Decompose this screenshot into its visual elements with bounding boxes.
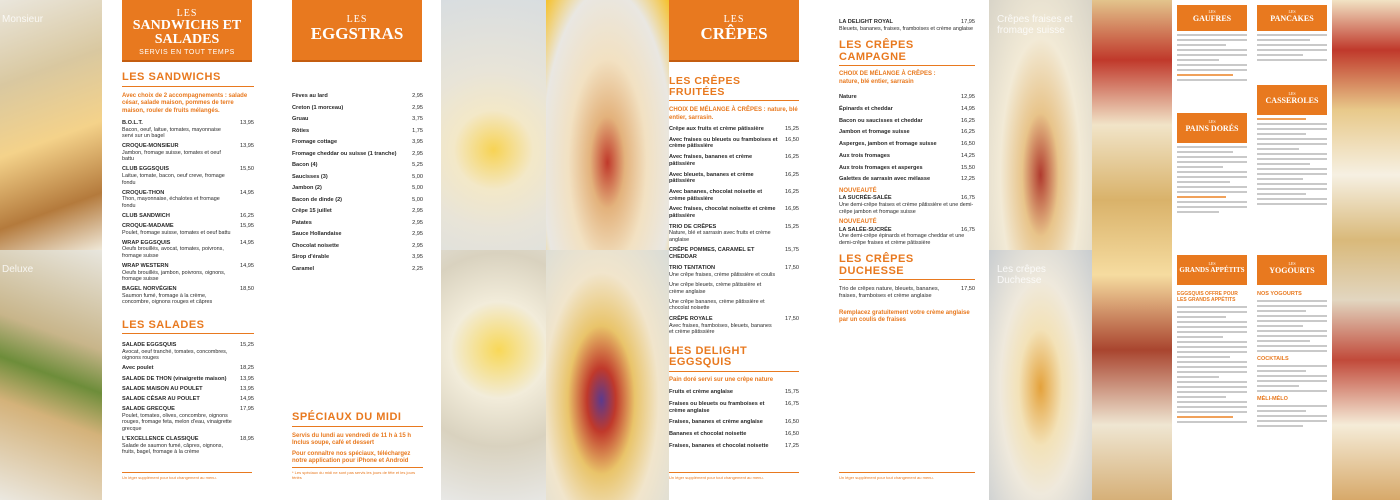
item-name: CRÊPE ROYALE [669,315,713,322]
item-name: CROQUE-THON [122,189,165,196]
item-price: 16,50 [785,419,799,426]
panel-eggstras [272,0,441,500]
section-note: nature, blé entier, sarrasin [839,78,914,85]
item-price: 2,95 [412,219,423,226]
item-name: WRAP WESTERN [122,262,169,269]
menu-item [292,254,423,261]
item-price: 15,25 [785,126,799,133]
campagne-list [839,94,975,183]
item-price: 13,95 [240,143,254,150]
menu-item [669,401,799,414]
item-name: Avec fraises ou bleuets ou framboises et crème pâtissière [669,136,778,150]
item-name: Bananes et chocolat noisette [669,431,747,438]
item-price: 16,50 [961,141,975,148]
footer-note: * Les spéciaux du midi ne sont pas servis les jours de fête et les jours fériés [292,467,423,480]
item-price: 12,95 [961,94,975,101]
item-price: 14,95 [240,239,254,246]
duchesse-note: Remplacez gratuitement votre crème anglaise par un coulis de fraises [839,309,970,324]
menu-item [839,176,975,183]
thumb-banner-title: PAINS DORÉS [1185,124,1239,133]
item-name: Fromage cheddar ou suisse (1 tranche) [292,150,397,157]
menu-item [122,190,254,210]
thumb-banner-title: GAUFRES [1192,14,1232,23]
delight-list [669,389,799,449]
item-price: 18,25 [240,365,254,372]
item-price: 16,95 [785,206,799,213]
banner-small: LES [723,14,745,25]
thumb-banner-small: LES [1208,119,1216,124]
menu-item [839,227,975,234]
section-title: LES SANDWICHS [122,72,254,87]
section-title: SPÉCIAUX DU MIDI [292,412,423,427]
item-desc: Laitue, tomate, bacon, oeuf creve, fromage fondu [122,173,225,186]
menu-item [292,266,423,273]
item-desc: Une crêpe bananes, crème pâtissière et chocolat noisette [669,299,765,312]
thumb-yogourts [1252,250,1332,500]
menu-item [292,174,423,181]
thumb-banner-title: PANCAKES [1270,14,1314,23]
thumb-banner [1257,85,1327,115]
footer-note: Un léger supplément pour tout changement au menu. [122,472,252,480]
item-price: 2,95 [412,150,423,157]
thumb-grands-appetits [1172,250,1252,500]
item-name: Fromage cottage [292,139,338,145]
item-name: Bacon ou saucisses et cheddar [839,117,923,124]
item-name: Avec poulet [122,365,154,372]
item-name: Fèves au lard [292,93,328,99]
item-price: 15,95 [240,222,254,229]
menu-item [839,195,975,202]
item-desc: Poulet, tomates, olives, concombre, oignons rouges, fromage feta, melon d'eau, vinaigrette grecque [122,412,232,432]
item-price: 15,25 [240,342,254,349]
photo-caption: Crêpes fraises et fromage suisse [997,14,1073,36]
section-note: Pain doré servi sur une crêpe nature [669,376,774,383]
section-title: LES SALADES [122,320,254,335]
item-price: 15,75 [785,247,799,254]
item-name: Gruau [292,116,309,122]
thumb-subtitle: COCKTAILS [1257,356,1289,362]
thumb-banner [1177,113,1247,143]
menu-item [669,189,799,202]
item-name: Épinards et cheddar [839,105,893,112]
banner-small: LES [346,14,368,25]
item-name: Fraises ou bleuets ou framboises et crème anglaise [669,400,765,414]
menu-item [122,436,254,456]
photo-caption: Les crêpes Duchesse [997,264,1046,286]
menu-item [122,286,254,306]
nouveaute-label: NOUVEAUTÉ [839,187,877,194]
thumb-pancakes [1252,0,1332,80]
banner-eggstras [292,0,422,62]
thumb-banner [1257,255,1327,285]
photo-crepes-top [546,0,669,250]
item-name: Fraises, bananes et chocolat noisette [669,442,769,449]
item-name: Avec fraises, chocolat noisette et crème pâtissière [669,206,776,220]
menu-item [292,116,423,123]
item-desc: Une demi-crêpe épinards et fromage cheddar et une demi-crêpe fraises et crème pâtissière [839,233,965,246]
item-price: 14,95 [961,105,975,112]
item-desc: Avec fraises, framboises, bleuets, bananes et crème pâtissière [669,322,772,336]
item-price: 3,95 [412,254,423,260]
menu-item [122,213,254,220]
item-price: 13,95 [240,375,254,382]
menu-item [839,153,975,160]
item-name: Galettes de sarrasin avec mélasse [839,176,931,183]
menu-item [669,316,799,336]
eggstras-list [292,93,423,277]
menu-item [669,247,799,260]
photo-eggs-top [441,0,546,250]
item-price: 14,25 [961,152,975,159]
menu-item [122,120,254,140]
menu-item [122,143,254,163]
panel-crepes [669,0,805,500]
menu-item [292,162,423,169]
menu-item [292,208,423,215]
item-desc: Une crêpe bleuets, crème pâtissière et crème anglaise [669,282,762,295]
item-price: 15,25 [785,223,799,230]
item-price: 17,95 [961,19,975,25]
item-price: 2,95 [412,104,423,111]
photo-pancakes [1332,0,1400,500]
banner-sandwichs [122,0,252,62]
item-name: Patates [292,219,312,226]
menu-item [839,165,975,172]
item-price: 16,50 [785,136,799,143]
section-title: LES CRÊPES CAMPAGNE [839,40,975,66]
item-price: 17,50 [785,315,799,322]
thumb-pains-dores [1172,108,1252,248]
item-price: 13,95 [240,385,254,392]
item-price: 2,95 [412,208,423,214]
menu-item [669,389,799,396]
item-desc: Trio de crêpes nature, bleuets, bananes, fraises, framboises et crème anglaise [839,286,940,300]
item-name: B.O.L.T. [122,120,143,127]
thumb-banner-small: LES [1288,261,1296,266]
item-name: Fraises, bananes et crème anglaise [669,419,763,426]
item-price: 13,95 [240,120,254,127]
item-name: Bacon de dinde (2) [292,196,343,203]
thumb-casseroles [1252,80,1332,250]
item-name: Jambon et fromage suisse [839,129,910,136]
item-name: SALADE MAISON AU POULET [122,385,203,392]
footer-note: Un léger supplément pour tout changement au menu. [669,472,799,480]
item-name: SALADE CÉSAR AU POULET [122,395,200,402]
item-desc: Oeufs brouillés, jambon, poivrons, oignons, fromage suisse [122,269,226,282]
item-price: 15,50 [240,166,254,173]
photo-crepes-bottom [546,250,669,500]
item-desc: Bleuets, bananes, fraises, framboises et crème anglaise [839,25,973,32]
item-name: Chocolat noisette [292,242,339,249]
thumb-banner-title: YOGOURTS [1269,266,1315,275]
section-title: LES DELIGHT EGGSQUIS [669,346,799,372]
item-price: 14,95 [240,262,254,269]
footer-note: Un léger supplément pour tout changement au menu. [839,472,975,480]
item-name: Crêpe 15 juillet [292,208,332,214]
item-desc: Avocat, oeuf tranché, tomates, concombres, oignons rouges [122,348,228,362]
item-price: 5,00 [412,185,423,191]
item-desc: Thon, mayonnaise, échalotes et fromage fondu [122,196,220,209]
item-name: Crêpe aux fruits et crème pâtissière [669,126,764,133]
item-desc: Une demi-crêpe fraises et crème pâtissière et une demi-crêpe jambon et fromage suisse [839,202,974,215]
item-name: SALADE DE THON (vinaigrette maison) [122,375,227,382]
item-name: Avec bananes, chocolat noisette et crème pâtissière [669,188,763,202]
item-desc: Poulet, fromage suisse, tomates et oeuf battu [122,229,231,236]
item-price: 5,25 [412,162,423,168]
item-price: 16,25 [961,129,975,136]
item-name: Nature [839,94,857,101]
item-name: BAGEL NORVÉGIEN [122,285,177,292]
panel-sandwichs-salades [102,0,272,500]
menu-item [669,299,799,312]
item-desc: Salade de saumon fumé, câpres, oignons, fruits, bagel, fromage à la crème [122,442,223,456]
item-price: 18,95 [240,435,254,442]
item-price: 1,75 [412,127,423,134]
item-name: LA DELIGHT ROYAL [839,19,893,25]
section-note: Avec choix de 2 accompagnements : salade césar, salade maison, pommes de terre maison, rouler de fruits mélangés. [122,92,248,114]
banner-crepes [669,0,799,62]
menu-item [292,128,423,135]
item-name: CLUB SANDWICH [122,212,170,219]
item-desc: Oeufs brouillés, avocat, tomates, poivrons, fromage suisse [122,246,224,259]
item-name: SALADE EGGSQUIS [122,342,177,349]
item-name: Avec fraises, bananes et crème pâtissière [669,154,753,167]
item-name: CROQUE-MONSIEUR [122,143,179,150]
item-name: LA SUCRÉE-SALÉE [839,195,892,202]
menu-item [122,376,254,383]
thumb-banner [1177,255,1247,285]
item-price: 16,25 [785,171,799,178]
item-name: CRÊPE POMMES, CARAMEL ET CHEDDAR [669,247,755,261]
item-name: Sirop d'érable [292,254,330,260]
menu-item [292,151,423,158]
photo-sandwich-top [0,0,102,250]
banner-sub: SERVIS EN TOUT TEMPS [139,49,235,56]
item-price: 17,95 [240,406,254,413]
item-name: Aux trois fromages [839,152,890,159]
menu-item [669,172,799,185]
item-price: 3,75 [412,116,423,122]
thumb-banner [1257,5,1327,31]
photo-duchesse-top [989,0,1092,250]
item-desc: Bacon, oeuf, laitue, tomates, mayonnaise servi sur un bagel [122,126,221,140]
menu-item [839,19,975,26]
menu-item [292,197,423,204]
menu-item [669,431,799,438]
item-name: WRAP EGGSQUIS [122,239,171,246]
item-price: 16,25 [240,212,254,219]
item-desc: Saumon fumé, fromage à la crème, concombre, oignons rouges et câpres [122,292,213,306]
menu-item [669,419,799,426]
menu-item [292,185,423,192]
item-price: 16,25 [785,188,799,195]
menu-item [839,286,975,299]
menu-item [122,342,254,362]
thumb-banner-small: LES [1208,261,1216,266]
section-title: LES CRÊPES DUCHESSE [839,254,975,280]
thumb-banner [1177,5,1247,31]
menu-item [292,220,423,227]
salade-list [122,342,254,455]
item-price: 2,95 [412,93,423,99]
item-desc: Nature, blé et sarrasin avec fruits et crème anglaise [669,230,771,243]
speciaux-line: Pour connaître nos spéciaux, téléchargez notre application pour iPhone et Android [292,450,411,465]
menu-item [669,126,799,133]
item-price: 16,25 [785,154,799,161]
item-name: Avec bleuets, bananes et crème pâtissière [669,171,754,185]
item-price: 16,75 [961,226,975,233]
photo-caption: Monsieur [2,14,44,25]
thumb-gaufres [1172,0,1252,108]
menu-item [122,263,254,283]
section-note: CHOIX DE MÉLANGE À CRÊPES : [839,71,936,78]
item-name: Sauce Hollandaise [292,231,342,237]
item-name: Creton (1 morceau) [292,104,344,111]
item-price: 5,00 [412,173,423,180]
menu-item [292,93,423,100]
menu-item [122,406,254,432]
section-note: CHOIX DE MÉLANGE À CRÊPES : nature, blé entier, sarrasin. [669,107,798,121]
thumb-banner-small: LES [1288,91,1296,96]
menu-item [122,240,254,260]
item-name: Bacon (4) [292,162,318,168]
panel-campagne [805,0,989,500]
sandwich-list [122,120,254,306]
item-price: 17,50 [785,264,799,271]
menu-item [122,386,254,393]
item-name: Aux trois fromages et asperges [839,164,923,171]
item-desc: Jambon, fromage suisse, tomates et oeuf battu [122,149,221,163]
nouveaute-label: NOUVEAUTÉ [839,219,877,226]
photo-waffles [1092,0,1172,500]
menu-item [122,365,254,372]
menu-item [292,243,423,250]
thumb-note: EGGSQUIS OFFRE POUR LES GRANDS APPÉTITS [1177,291,1238,303]
menu-item [669,443,799,450]
item-price: 2,95 [412,242,423,249]
thumb-subtitle: NOS YOGOURTS [1257,291,1302,297]
item-name: SALADE GRECQUE [122,406,175,413]
menu-item [122,223,254,236]
item-name: LA SALÉE-SUCRÉE [839,226,892,233]
item-name: CROQUE-MADAME [122,222,174,229]
menu-item [839,106,975,113]
thumb-subtitle: MÉLI-MÉLO [1257,396,1288,402]
item-price: 17,25 [785,442,799,449]
item-price: 14,95 [240,395,254,402]
photo-caption: Deluxe [2,264,34,275]
item-price: 18,50 [240,285,254,292]
photo-eggs-bottom [441,250,546,500]
item-price: 2,25 [412,265,423,272]
item-price: 16,75 [961,195,975,202]
item-name: Fruits et crème anglaise [669,389,734,396]
menu-item [669,224,799,244]
thumb-banner-small: LES [1288,9,1296,14]
item-price: 3,95 [412,139,423,145]
menu-item [292,139,423,146]
item-name: CLUB EGGSQUIS [122,166,169,173]
item-price: 17,50 [961,286,975,293]
item-name: L'EXCELLENCE CLASSIQUE [122,435,199,442]
item-name: TRIO DE CRÊPES [669,223,717,230]
menu-item [839,94,975,101]
item-price: 2,95 [412,231,423,237]
item-price: 16,75 [785,400,799,407]
item-name: Asperges, jambon et fromage suisse [839,141,937,148]
item-name: Rôties [292,127,310,134]
menu-item [669,154,799,167]
item-name: Jambon (2) [292,185,322,191]
item-price: 15,50 [961,164,975,171]
menu-item [292,105,423,112]
item-price: 14,95 [240,189,254,196]
photo-sandwich-bottom [0,250,102,500]
menu-item [839,129,975,136]
menu-item [839,141,975,148]
item-price: 5,00 [412,196,423,203]
menu-item [122,396,254,403]
thumb-banner-small: LES [1208,9,1216,14]
speciaux-line: Inclus soupe, café et dessert [292,440,375,447]
menu-item [669,206,799,219]
crepes-fruitees-list [669,126,799,336]
menu-item [669,137,799,150]
menu-item [122,166,254,186]
banner-title: EGGSTRAS [310,24,404,43]
menu-item [839,118,975,125]
item-desc: Une crêpe fraises, crème pâtissière et coulis [669,271,776,278]
thumb-banner-title: GRANDS APPÉTITS [1179,266,1245,274]
item-name: Caramel [292,265,315,272]
item-price: 15,75 [785,389,799,396]
item-price: 16,25 [961,117,975,124]
menu-item [669,282,799,295]
item-name: TRIO TENTATION [669,264,716,271]
menu-item [292,231,423,238]
banner-small: LES [176,8,198,19]
speciaux-line: Servis du lundi au vendredi de 11 h à 15 h [292,432,412,439]
item-name: Saucisses (3) [292,173,328,180]
banner-title: SANDWICHS ET SALADES [132,18,242,47]
item-price: 16,50 [785,431,799,438]
thumb-banner-title: CASSEROLES [1265,96,1319,105]
item-price: 12,25 [961,176,975,183]
banner-title: CRÊPES [700,24,768,43]
menu-item [669,265,799,278]
photo-duchesse-bottom [989,250,1092,500]
section-title: LES CRÊPES FRUITÉES [669,76,799,101]
